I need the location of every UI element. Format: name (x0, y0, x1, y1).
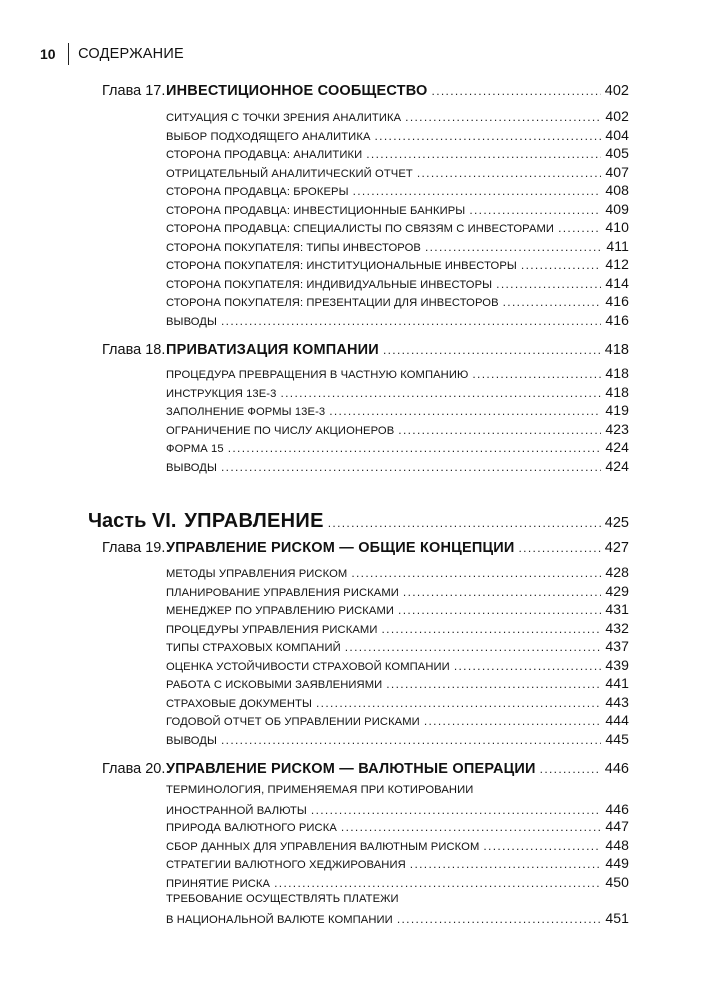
entry-title: СТОРОНА ПОКУПАТЕЛЯ: ТИПЫ ИНВЕСТОРОВ (166, 241, 421, 254)
entry-title: СТОРОНА ПРОДАВЦА: ИНВЕСТИЦИОННЫЕ БАНКИРЫ (166, 204, 466, 217)
leader-dots (383, 342, 601, 358)
entry-title: ФОРМА 15 (166, 443, 224, 455)
leader-dots (353, 184, 602, 198)
toc-entry[interactable] (166, 874, 629, 890)
toc-entry[interactable] (166, 657, 629, 673)
leader-dots (521, 258, 601, 272)
entry-title: ГОДОВОЙ ОТЧЕТ ОБ УПРАВЛЕНИИ РИСКАМИ (166, 716, 420, 728)
toc-entry[interactable] (166, 564, 629, 580)
leader-dots (397, 912, 602, 926)
toc-entry[interactable] (166, 439, 629, 455)
page-ref: 408 (605, 182, 629, 198)
page-ref: 424 (605, 439, 629, 455)
leader-dots (454, 659, 602, 673)
page-ref: 451 (605, 910, 629, 926)
entry-title: ПРИНЯТИЕ РИСКА (166, 877, 271, 890)
leader-dots (432, 83, 601, 99)
leader-dots (280, 386, 601, 400)
page-ref: 412 (605, 256, 629, 272)
page-ref: 441 (605, 675, 629, 691)
header-title: СОДЕРЖАНИЕ (78, 46, 184, 62)
page-ref: 443 (605, 693, 629, 710)
entry-title: ПРОЦЕДУРЫ УПРАВЛЕНИЯ РИСКАМИ (166, 623, 378, 636)
page-ref: 416 (605, 311, 629, 328)
chapter-18-entry[interactable] (102, 342, 629, 358)
entry-title: ОЦЕНКА УСТОЙЧИВОСТИ СТРАХОВОЙ КОМПАНИИ (166, 660, 450, 673)
entry-title: ИНСТРУКЦИЯ 13Е-3 (166, 387, 277, 400)
toc-entry-multiline[interactable] (166, 893, 629, 926)
chapter-title: ПРИВАТИЗАЦИЯ КОМПАНИИ (166, 342, 379, 358)
page-ref: 409 (605, 200, 629, 217)
page-ref: 446 (604, 761, 629, 777)
entry-title-line2: В НАЦИОНАЛЬНОЙ ВАЛЮТЕ КОМПАНИИ (166, 914, 393, 926)
toc-entry[interactable] (166, 384, 629, 400)
toc-entry[interactable] (166, 712, 629, 728)
leader-dots (375, 129, 602, 143)
chapter-title: ИНВЕСТИЦИОННОЕ СООБЩЕСТВО (166, 83, 428, 99)
page-ref: 410 (605, 219, 629, 235)
leader-dots (221, 733, 601, 747)
leader-dots (424, 714, 602, 728)
toc-entry[interactable] (166, 601, 629, 617)
entry-title-line2: ИНОСТРАННОЙ ВАЛЮТЫ (166, 805, 307, 817)
leader-dots (328, 514, 601, 532)
entry-title: ОТРИЦАТЕЛЬНЫЙ АНАЛИТИЧЕСКИЙ ОТЧЕТ (166, 167, 413, 180)
leader-dots (386, 677, 601, 691)
page-ref: 446 (605, 801, 629, 817)
leader-dots (405, 110, 601, 124)
leader-dots (221, 460, 601, 474)
page-ref: 431 (605, 601, 629, 617)
chapter-label: Глава 17. (102, 83, 166, 99)
entry-title: СТРАХОВЫЕ ДОКУМЕНТЫ (166, 697, 312, 710)
page-ref: 416 (605, 293, 629, 309)
header-divider (68, 43, 70, 65)
toc-entry[interactable] (166, 458, 629, 474)
leader-dots (503, 295, 602, 309)
page-ref: 448 (605, 836, 629, 853)
entry-title: ВЫВОДЫ (166, 734, 217, 747)
page-ref: 407 (605, 163, 629, 180)
page-ref: 450 (605, 873, 629, 890)
page-ref: 427 (604, 540, 629, 556)
toc-entry[interactable] (166, 312, 629, 328)
toc-entry[interactable] (166, 145, 629, 161)
page-ref: 439 (605, 656, 629, 673)
toc-entry[interactable] (166, 855, 629, 871)
entry-title: ЗАПОЛНЕНИЕ ФОРМЫ 13Е-3 (166, 406, 326, 418)
leader-dots (540, 761, 601, 777)
toc-entry[interactable] (166, 127, 629, 143)
page-ref: 419 (605, 402, 629, 418)
page-ref: 445 (605, 730, 629, 747)
toc-entry[interactable] (166, 731, 629, 747)
page-ref: 447 (605, 818, 629, 834)
toc-entry[interactable] (166, 256, 629, 272)
toc-entry[interactable] (166, 694, 629, 710)
toc-entry[interactable] (166, 219, 629, 235)
toc-entry[interactable] (166, 275, 629, 291)
chapter-title: УПРАВЛЕНИЕ РИСКОМ — ВАЛЮТНЫЕ ОПЕРАЦИИ (166, 761, 536, 777)
page-ref: 424 (605, 457, 629, 474)
page-ref: 405 (605, 145, 629, 161)
entry-title: ВЫБОР ПОДХОДЯЩЕГО АНАЛИТИКА (166, 130, 371, 143)
part-title: УПРАВЛЕНИЕ (184, 510, 324, 532)
toc-entry[interactable] (166, 583, 629, 599)
entry-title-line1: ТРЕБОВАНИЕ ОСУЩЕСТВЛЯТЬ ПЛАТЕЖИ (166, 893, 399, 905)
toc-entry[interactable] (166, 837, 629, 853)
entry-title: СТОРОНА ПОКУПАТЕЛЯ: ПРЕЗЕНТАЦИИ ДЛЯ ИНВЕСТОРОВ (166, 297, 499, 309)
entry-title: СИТУАЦИЯ С ТОЧКИ ЗРЕНИЯ АНАЛИТИКА (166, 112, 402, 124)
leader-dots (351, 566, 601, 580)
toc-entry[interactable] (166, 421, 629, 437)
page-ref: 418 (605, 383, 629, 400)
leader-dots (366, 147, 601, 161)
leader-dots (221, 314, 601, 328)
leader-dots (316, 696, 601, 710)
toc-entry[interactable] (166, 182, 629, 198)
toc-entry[interactable] (166, 402, 629, 418)
entry-title: СТОРОНА ПРОДАВЦА: АНАЛИТИКИ (166, 149, 363, 161)
running-header (40, 42, 184, 66)
page-ref: 404 (605, 126, 629, 143)
chapter-20-entry[interactable] (102, 761, 629, 777)
entry-title: ТИПЫ СТРАХОВЫХ КОМПАНИЙ (166, 642, 341, 654)
leader-dots (469, 203, 601, 217)
entry-title: СТОРОНА ПОКУПАТЕЛЯ: ИНСТИТУЦИОНАЛЬНЫЕ ИНВЕСТОРЫ (166, 260, 517, 272)
page-ref: 437 (605, 638, 629, 654)
chapter-19-entry[interactable] (102, 540, 629, 556)
leader-dots (345, 640, 602, 654)
toc-entry[interactable] (166, 108, 629, 124)
page-ref: 414 (605, 274, 629, 291)
entry-title: ПРИРОДА ВАЛЮТНОГО РИСКА (166, 822, 337, 834)
entry-title: СБОР ДАННЫХ ДЛЯ УПРАВЛЕНИЯ ВАЛЮТНЫМ РИСКОМ (166, 840, 480, 853)
toc-entry[interactable] (166, 164, 629, 180)
entry-title: ПРОЦЕДУРА ПРЕВРАЩЕНИЯ В ЧАСТНУЮ КОМПАНИЮ (166, 369, 469, 381)
page-ref: 418 (605, 365, 629, 381)
page-number: 10 (40, 46, 56, 62)
leader-dots (410, 857, 602, 871)
leader-dots (274, 876, 601, 890)
entry-title: ОГРАНИЧЕНИЕ ПО ЧИСЛУ АКЦИОНЕРОВ (166, 424, 395, 437)
page-ref: 444 (605, 712, 629, 728)
entry-title: МЕНЕДЖЕР ПО УПРАВЛЕНИЮ РИСКАМИ (166, 605, 395, 617)
entry-title: РАБОТА С ИСКОВЫМИ ЗАЯВЛЕНИЯМИ (166, 679, 383, 691)
chapter-label: Глава 18. (102, 342, 166, 358)
toc-entry[interactable] (166, 238, 629, 254)
toc-entry[interactable] (166, 675, 629, 691)
leader-dots (483, 839, 601, 853)
entry-title: СТОРОНА ПРОДАВЦА: БРОКЕРЫ (166, 186, 349, 198)
chapter-label: Глава 20. (102, 761, 166, 777)
page-ref: 429 (605, 582, 629, 599)
chapter-title: УПРАВЛЕНИЕ РИСКОМ — ОБЩИЕ КОНЦЕПЦИИ (166, 540, 515, 556)
entry-title-line1: ТЕРМИНОЛОГИЯ, ПРИМЕНЯЕМАЯ ПРИ КОТИРОВАНИИ (166, 784, 474, 796)
page-ref: 449 (605, 855, 629, 871)
page-ref: 402 (604, 83, 629, 99)
toc-entry-multiline[interactable] (166, 784, 629, 817)
entry-title: СТРАТЕГИИ ВАЛЮТНОГО ХЕДЖИРОВАНИЯ (166, 859, 406, 871)
leader-dots (311, 803, 601, 817)
entry-title: ВЫВОДЫ (166, 315, 217, 328)
page-ref: 432 (605, 619, 629, 636)
toc-entry[interactable] (166, 638, 629, 654)
leader-dots (425, 240, 602, 254)
leader-dots (496, 277, 601, 291)
leader-dots (398, 603, 601, 617)
entry-title: МЕТОДЫ УПРАВЛЕНИЯ РИСКОМ (166, 568, 348, 580)
leader-dots (472, 367, 601, 381)
leader-dots (417, 166, 602, 180)
page-ref: 425 (604, 515, 629, 531)
page-ref: 423 (605, 420, 629, 437)
chapter-17-entry[interactable] (102, 83, 629, 99)
entry-title: ПЛАНИРОВАНИЕ УПРАВЛЕНИЯ РИСКАМИ (166, 586, 399, 599)
toc-entry[interactable] (166, 293, 629, 309)
leader-dots (519, 540, 601, 556)
toc-entry[interactable] (166, 818, 629, 834)
leader-dots (403, 585, 601, 599)
toc-entry[interactable] (166, 201, 629, 217)
chapter-label: Глава 19. (102, 540, 166, 556)
leader-dots (341, 820, 601, 834)
toc-entry[interactable] (166, 365, 629, 381)
leader-dots (381, 622, 601, 636)
page-ref: 428 (605, 564, 629, 580)
leader-dots (558, 221, 601, 235)
part-label: Часть VI. (88, 510, 177, 532)
leader-dots (329, 404, 601, 418)
part-6-entry[interactable] (88, 510, 629, 533)
toc-entry[interactable] (166, 620, 629, 636)
leader-dots (228, 441, 602, 455)
leader-dots (398, 423, 601, 437)
entry-title: ВЫВОДЫ (166, 461, 217, 474)
page-ref: 402 (605, 108, 629, 124)
page-ref: 411 (606, 237, 629, 254)
entry-title: СТОРОНА ПРОДАВЦА: СПЕЦИАЛИСТЫ ПО СВЯЗЯМ С ИНВЕСТОРАМИ (166, 223, 555, 235)
page-ref: 418 (604, 342, 629, 358)
entry-title: СТОРОНА ПОКУПАТЕЛЯ: ИНДИВИДУАЛЬНЫЕ ИНВЕСТОРЫ (166, 278, 493, 291)
